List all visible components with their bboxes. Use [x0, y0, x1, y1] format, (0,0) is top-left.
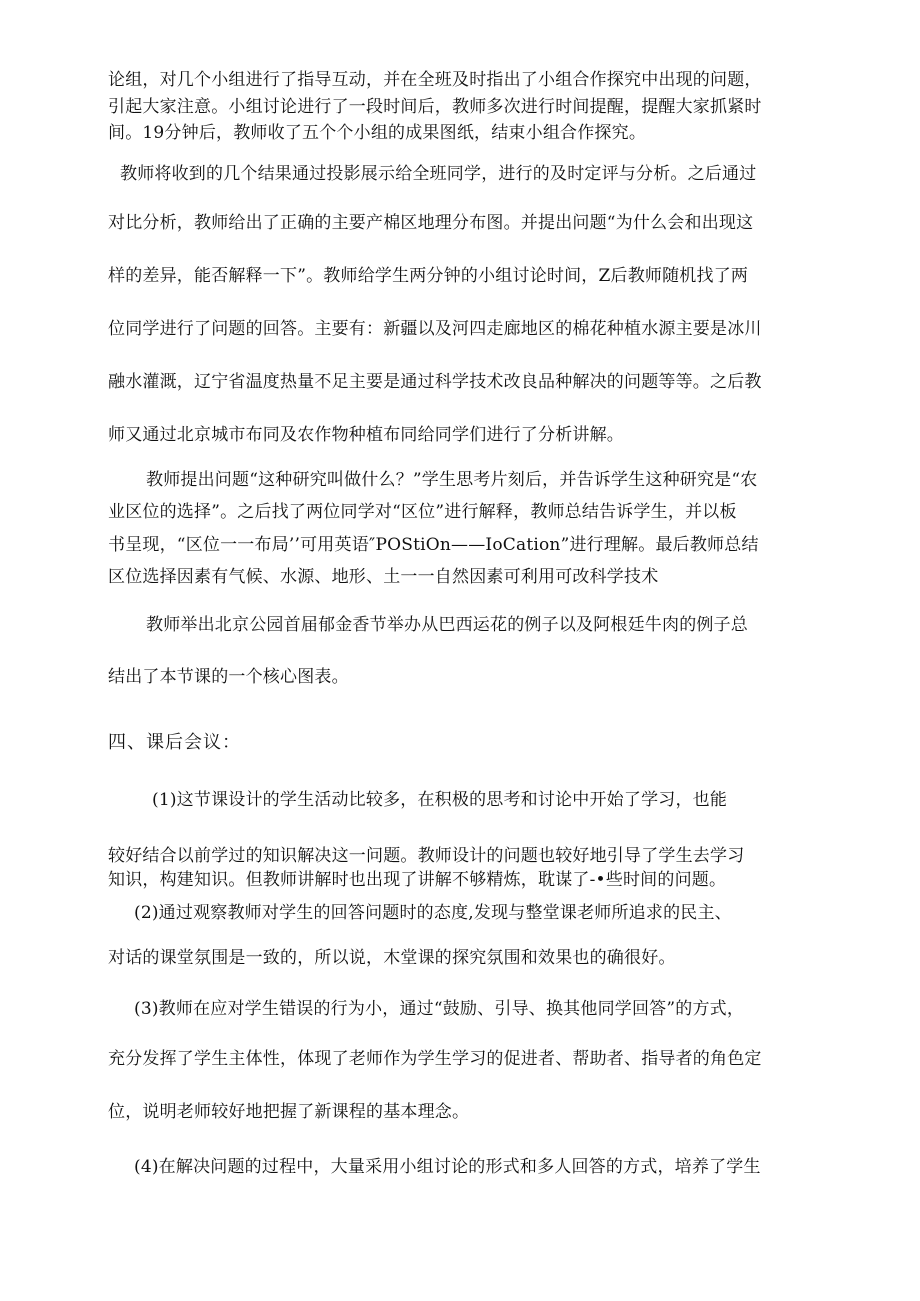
text-line: 知识，构建知识。但教师讲解时也出现了讲解不够精炼，耽谋了-•些时间的问题。 [108, 870, 727, 890]
text-line: 位，说明老师较好地把握了新课程的基本理念。 [108, 1102, 470, 1122]
text-line: 教师将收到的几个结果通过投影展示给全班同学，进行的及时定评与分析。之后通过 [120, 164, 757, 184]
text-line: 业区位的选择”。之后找了两位同学对“区位”进行解释，教师总结告诉学生，并以板 [108, 502, 737, 522]
text-line: 对话的课堂氛围是一致的，所以说，木堂课的探究氛围和效果也的确很好。 [108, 948, 676, 968]
text-line: 书呈现，“区位一一布局’’可用英语″POStiOn——IoCation”进行理解。最后教师总结 [108, 535, 759, 555]
text-line: 引起大家注意。小组讨论进行了一段时间后，教师多次进行时间提醒，提醒大家抓紧时 [108, 97, 762, 117]
text-line: 论组，对几个小组进行了指导互动，并在全班及时指出了小组合作探究中出现的问题， [108, 70, 762, 90]
text-line: 教师提出问题“这种研究叫做什么？”学生思考片刻后，并告诉学生这种研究是“农 [146, 470, 758, 490]
text-line: (4)在解决问题的过程中，大量采用小组讨论的形式和多人回答的方式，培养了学生 [134, 1157, 761, 1177]
text-line: (1)这节课设计的学生活动比较多，在积极的思考和讨论中开始了学习，也能 [152, 790, 728, 810]
text-line: 位同学进行了问题的回答。主要有：新疆以及河四走廊地区的棉花种植水源主要是冰川 [108, 319, 762, 339]
text-line: 区位选择因素有气候、水源、地形、土一一自然因素可利用可改科学技术 [108, 567, 659, 587]
text-line: 教师举出北京公园首届郁金香节举办从巴西运花的例子以及阿根廷牛肉的例子总 [146, 615, 748, 635]
text-line: (2)通过观察教师对学生的回答问题时的态度,发现与整堂课老师所追求的民主、 [134, 903, 732, 923]
text-line: 较好结合以前学过的知识解决这一问题。教师设计的问题也较好地引导了学生去学习 [108, 846, 745, 866]
text-line: 结出了本节课的一个核心图表。 [108, 667, 349, 687]
text-line: 样的差异，能否解释一下”。教师给学生两分钟的小组讨论时间，Z后教师随机找了两 [108, 266, 749, 286]
text-line: 融水灌溉，辽宁省温度热量不足主要是通过科学技术改良品种解决的问题等等。之后教 [108, 372, 762, 392]
section-heading: 四、课后会议： [108, 732, 241, 753]
text-line: (3)教师在应对学生错误的行为小，通过“鼓励、引导、换其他同学回答”的方式， [134, 999, 745, 1019]
text-line: 充分发挥了学生主体性，体现了老师作为学生学习的促进者、帮助者、指导者的角色定 [108, 1049, 762, 1069]
text-line: 对比分析，教师给出了正确的主要产棉区地理分布图。并提出问题“为什么会和出现这 [108, 213, 754, 233]
text-line: 间。19分钟后，教师收了五个个小组的成果图纸，结束小组合作探究。 [108, 123, 647, 143]
text-line: 师又通过北京城市布同及农作物种植布同给同学们进行了分析讲解。 [108, 425, 624, 445]
